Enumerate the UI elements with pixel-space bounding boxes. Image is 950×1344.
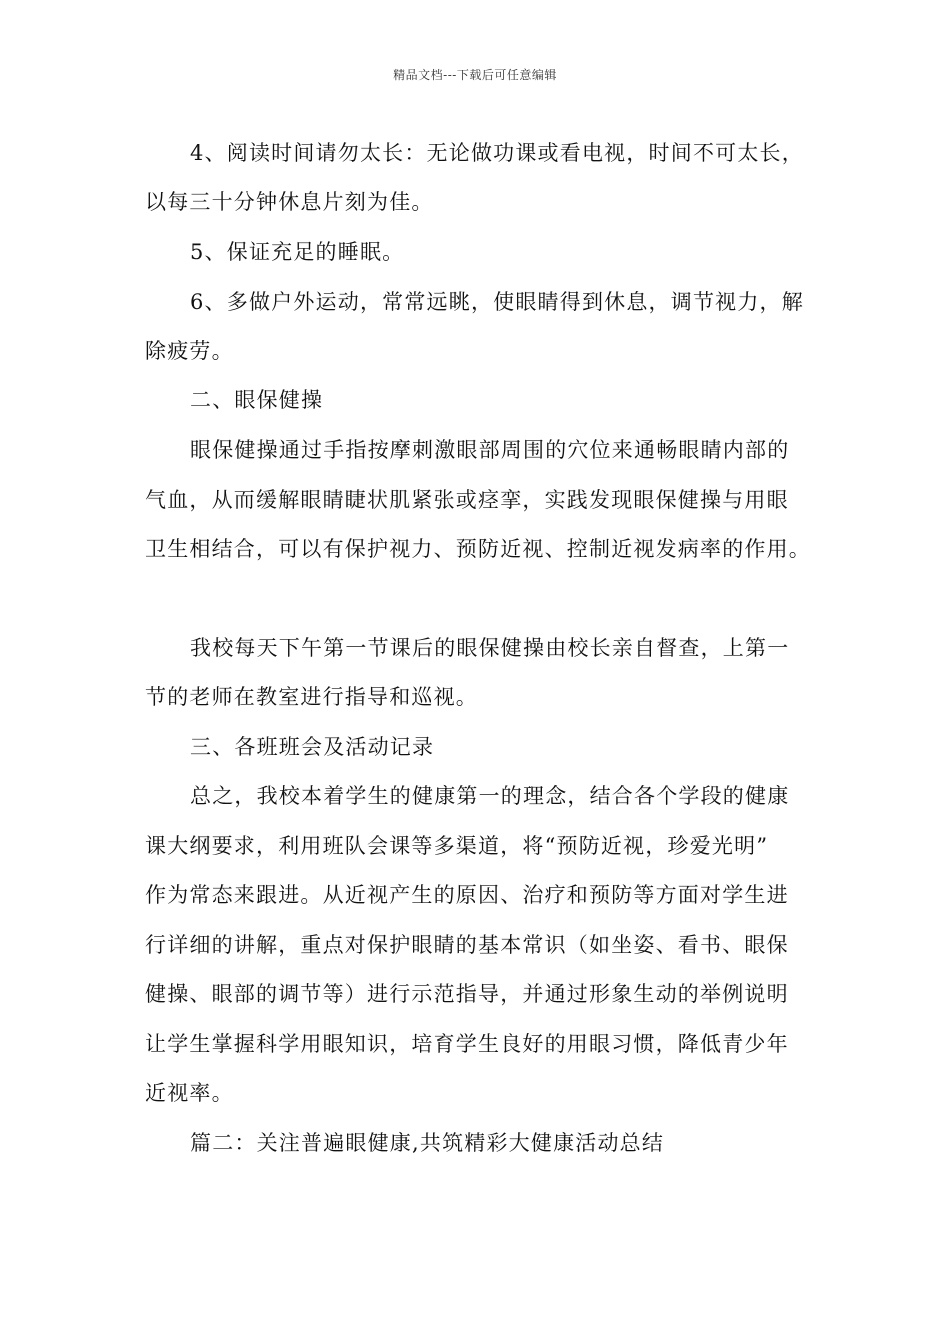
- body-line: 课大纲要求，利用班队会课等多渠道，将“预防近视，珍爱光明”: [145, 834, 769, 858]
- body-line: 总之，我校本着学生的健康第一的理念，结合各个学段的健康: [190, 784, 790, 808]
- body-line: 近视率。: [145, 1081, 234, 1105]
- body-line: 4、阅读时间请勿太长：无论做功课或看电视，时间不可太长，: [190, 141, 804, 165]
- body-line: 我校每天下午第一节课后的眼保健操由校长亲自督查，上第一: [190, 636, 790, 660]
- body-line: 眼保健操通过手指按摩刺激眼部周围的穴位来通畅眼睛内部的: [190, 438, 790, 462]
- body-line: 作为常态来跟进。从近视产生的原因、治疗和预防等方面对学生进: [145, 883, 789, 907]
- body-line: 健操、眼部的调节等）进行示范指导，并通过形象生动的举例说明: [145, 982, 789, 1006]
- body-line: 6、多做户外运动，常常远眺，使眼睛得到休息，调节视力，解: [190, 290, 804, 314]
- section-heading: 二、眼保健操: [190, 388, 324, 412]
- body-line: 以每三十分钟休息片刻为佳。: [145, 190, 434, 214]
- section-heading: 篇二：关注普遍眼健康,共筑精彩大健康活动总结: [190, 1131, 665, 1155]
- body-line: 卫生相结合，可以有保护视力、预防近视、控制近视发病率的作用。: [145, 537, 811, 561]
- body-line: 5、保证充足的睡眠。: [190, 240, 405, 264]
- body-line: 气血，从而缓解眼睛睫状肌紧张或痉挛，实践发现眼保健操与用眼: [145, 488, 789, 512]
- body-line: 让学生掌握科学用眼知识，培育学生良好的用眼习惯，降低青少年: [145, 1032, 789, 1056]
- body-line: 行详细的讲解，重点对保护眼睛的基本常识（如坐姿、看书、眼保: [145, 933, 789, 957]
- body-line: 节的老师在教室进行指导和巡视。: [145, 685, 478, 709]
- page-header: 精品文档---下载后可任意编辑: [393, 68, 557, 82]
- section-heading: 三、各班班会及活动记录: [190, 735, 435, 759]
- body-line: 除疲劳。: [145, 339, 234, 363]
